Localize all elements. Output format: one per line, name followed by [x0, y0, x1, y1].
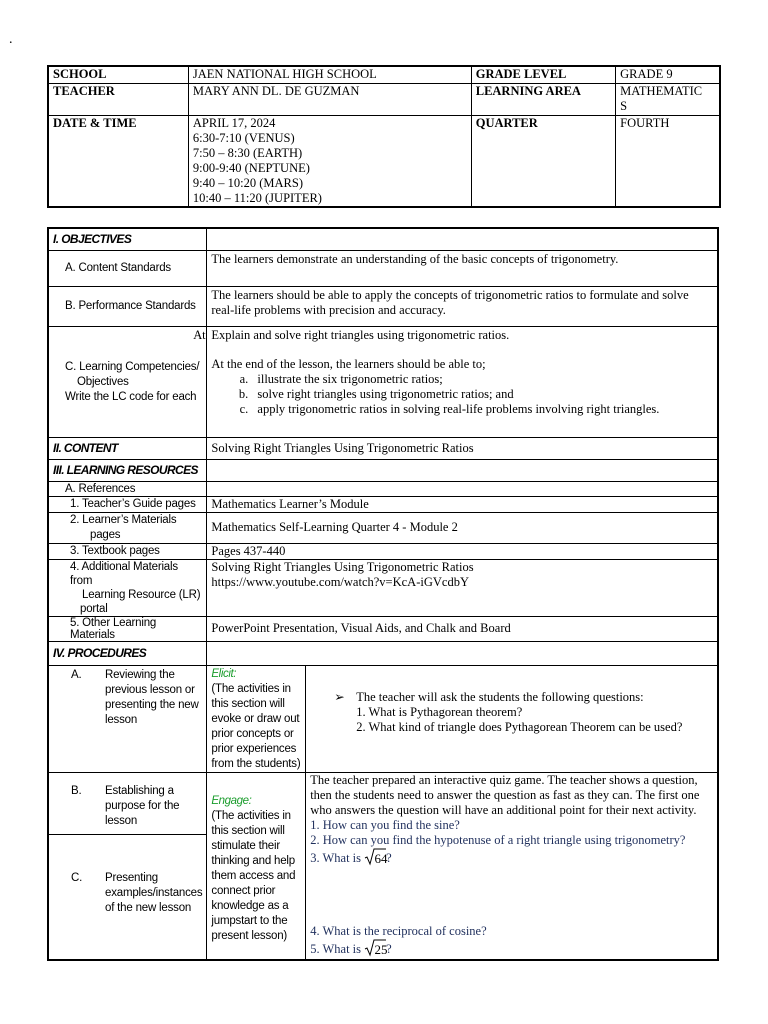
lr-portal-label: 4. Additional Materials from Learning Resource (LR) portal — [48, 559, 207, 616]
content-heading: II. CONTENT — [48, 437, 207, 459]
procedure-a-label: A. Reviewing the previous lesson or presenting the new lesson — [48, 665, 207, 772]
elicit-description: (The activities in this section will evoke or draw out prior concepts or prior experiences from the students) — [211, 682, 301, 770]
question-5: 5. What is 25 ? — [310, 939, 486, 961]
competencies-value: Explain and solve right triangles using trigonometric ratios. At the end of the lesson, the learners should be able to; a. illustrate the six trigonometric ratios; b. solve right triangles using trigonometric ratios; and c. apply trigonometric ratios in solving real-life problems involving right triangles. — [207, 326, 718, 437]
question-3: 3. What is 64 ? — [310, 848, 713, 870]
objectives-heading: I. OBJECTIVES — [48, 228, 207, 250]
svg-text:25: 25 — [374, 941, 388, 957]
competencies-label: At C. Learning Competencies/ Objectives Write the LC code for each — [48, 326, 207, 437]
teacher-value: MARY ANN DL. DE GUZMAN — [188, 83, 471, 115]
date-label: DATE & TIME — [48, 115, 188, 207]
elicit-cell — [207, 665, 306, 772]
teachers-guide-label: 1. Teacher’s Guide pages — [48, 496, 207, 512]
school-label: SCHOOL — [48, 66, 188, 83]
performance-standards-label: B. Performance Standards — [48, 286, 207, 326]
elicit-activity: ➢ The teacher will ask the students the following questions: 1. What is Pythagorean theorem? 2. What kind of triangle does Pythagorean Theorem can be used? — [306, 665, 718, 772]
resources-heading: III. LEARNING RESOURCES — [48, 459, 207, 481]
header-table — [47, 65, 721, 208]
stray-mark: . — [9, 32, 13, 47]
other-materials-label: 5. Other Learning Materials — [48, 616, 207, 641]
textbook-label: 3. Textbook pages — [48, 543, 207, 559]
svg-text:64: 64 — [374, 850, 388, 866]
school-value: JAEN NATIONAL HIGH SCHOOL — [188, 66, 471, 83]
teacher-label: TEACHER — [48, 83, 188, 115]
arrow-bullet-icon: ➢ — [334, 689, 345, 704]
competency-item: b. solve right triangles using trigonometric ratios; and — [251, 387, 713, 402]
quarter-value: FOURTH — [616, 115, 720, 207]
learners-materials-value: Mathematics Self-Learning Quarter 4 - Module 2 — [207, 512, 718, 543]
procedure-c-label: C. Presenting examples/instances of the new lesson — [48, 835, 207, 960]
engage-cell — [207, 772, 306, 960]
procedures-heading: IV. PROCEDURES — [48, 641, 207, 665]
square-root-icon — [364, 848, 386, 870]
learners-materials-label: 2. Learner’s Materials pages — [48, 512, 207, 543]
grade-value: GRADE 9 — [616, 66, 720, 83]
lr-portal-value: Solving Right Triangles Using Trigonometric Ratios https://www.youtube.com/watch?v=KcA-iGVcdbY — [207, 559, 718, 616]
engage-activity: The teacher prepared an interactive quiz game. The teacher shows a question, then the students need to answer the question as fast as they can. The first one who answers the question will have an additional point for their next activity. 1. How can you find the sine? 2. How can you find the hypotenuse of a right triangle using trigonometry? 3. What is 64 ? 4. What is the reciprocal of cosine? 5. What is 25 ? — [306, 772, 718, 960]
quarter-label: QUARTER — [471, 115, 615, 207]
other-materials-value: PowerPoint Presentation, Visual Aids, and Chalk and Board — [207, 616, 718, 641]
date-value: APRIL 17, 2024 6:30-7:10 (VENUS) 7:50 – 8:30 (EARTH) 9:00-9:40 (NEPTUNE) 9:40 – 10:20 (MARS) 10:40 – 11:20 (JUPITER) — [188, 115, 471, 207]
competency-item: a. illustrate the six trigonometric ratios; — [251, 372, 713, 387]
references-label: A. References — [48, 481, 207, 496]
textbook-value: Pages 437-440 — [207, 543, 718, 559]
procedure-b-label: B. Establishing a purpose for the lesson — [48, 772, 207, 835]
content-value: Solving Right Triangles Using Trigonometric Ratios — [207, 437, 718, 459]
performance-standards-value: The learners should be able to apply the concepts of trigonometric ratios to formulate and solve real-life problems with precision and accuracy. — [207, 286, 718, 326]
lr-url-link[interactable]: https://www.youtube.com/watch?v=KcA-iGVcdbY — [211, 574, 469, 589]
lesson-plan-table — [47, 227, 719, 961]
area-label: LEARNING AREA — [471, 83, 615, 115]
content-standards-label: A. Content Standards — [48, 250, 207, 286]
elicit-title: Elicit: — [211, 667, 237, 680]
grade-label: GRADE LEVEL — [471, 66, 615, 83]
content-standards-value: The learners demonstrate an understanding of the basic concepts of trigonometry. — [207, 250, 718, 286]
area-value: MATHEMATIC S — [616, 83, 720, 115]
competency-item: c. apply trigonometric ratios in solving real-life problems involving right triangles. — [251, 402, 713, 417]
engage-description: (The activities in this section will stimulate their thinking and help them access and connect prior knowledge as a jumpstart to the present lesson) — [211, 809, 296, 942]
teachers-guide-value: Mathematics Learner’s Module — [207, 496, 718, 512]
square-root-icon — [364, 939, 386, 961]
engage-title: Engage: — [211, 794, 252, 807]
